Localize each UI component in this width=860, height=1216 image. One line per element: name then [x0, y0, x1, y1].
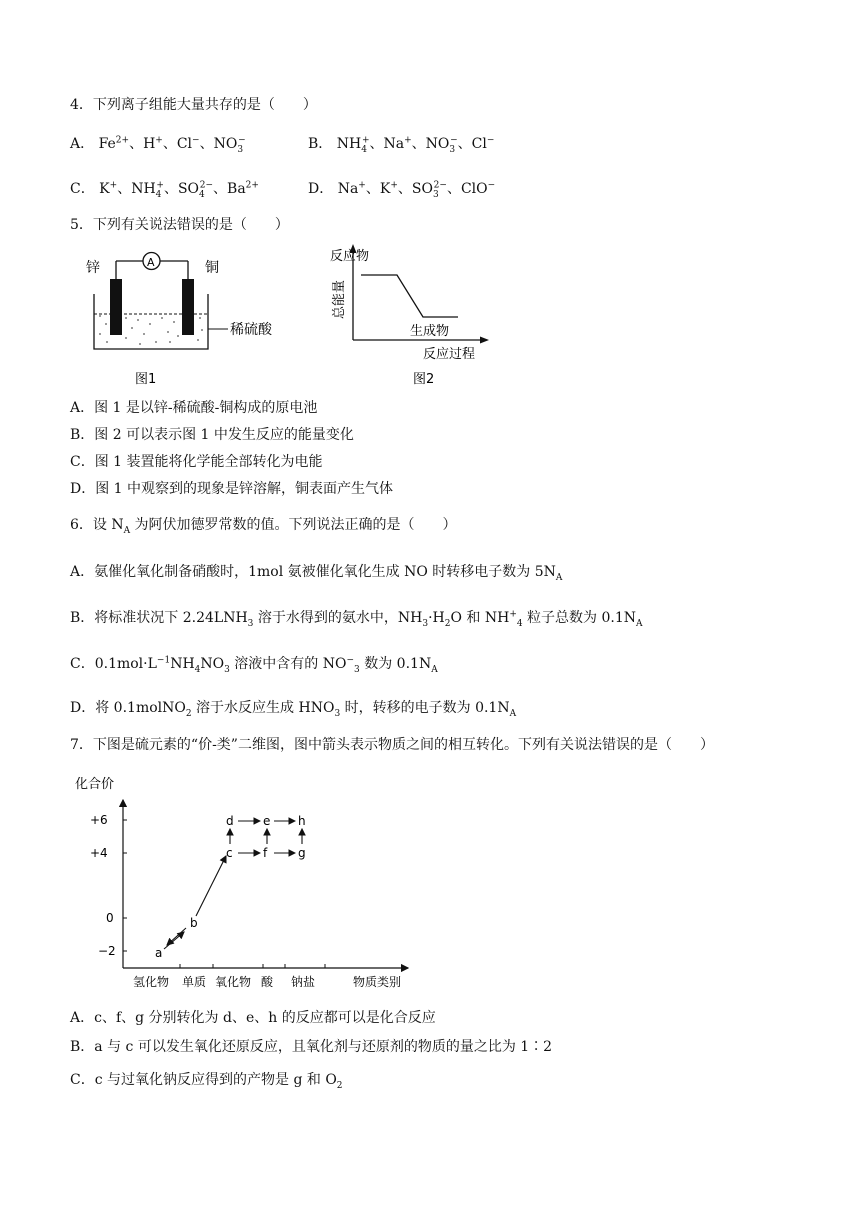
- ion: $Ba^{2+}$: [227, 180, 259, 197]
- x-cat-hydride: 氢化物: [133, 975, 170, 989]
- product-label: 生成物: [410, 324, 450, 339]
- q5-option-c: C．图 1 装置能将化学能全部转化为电能: [70, 454, 323, 470]
- q4-option-b: B． $NH_4^+$、Na+、$NO_3^-$、Cl−: [308, 135, 495, 155]
- q6-option-a: A．氨催化氧化制备硝酸时，1mol 氨被催化氧化生成 NO 时转移电子数为 $5N_A$: [70, 564, 563, 583]
- q5-option-d: D．图 1 中观察到的现象是锌溶解，铜表面产生气体: [70, 481, 394, 497]
- q4-option-c: C． K+、$NH_4^+$、$SO_4^{2-}$、$Ba^{2+}$: [70, 180, 259, 200]
- point-b: b: [190, 916, 198, 930]
- q6-option-c: C．$0.1mol\cdot L^{-1}NH_4NO_3$ 溶液中含有的 $NO^-_3$ 数为 $0.1N_A$: [70, 655, 438, 675]
- x-cat-substance-class: 物质类别: [353, 975, 402, 989]
- point-f: f: [263, 846, 268, 860]
- point-d: d: [226, 814, 234, 828]
- point-e: e: [263, 814, 271, 828]
- x-cat-sodium-salt: 钠盐: [291, 975, 316, 989]
- q6-option-d: D．将 0.1molNO$_2$ 溶于水反应生成 $HNO_3$ 时，转移的电子数为 $0.1N_A$: [70, 700, 517, 719]
- y-tick-minus2: −2: [98, 944, 116, 958]
- q5-option-b: B．图 2 可以表示图 1 中发生反应的能量变化: [70, 427, 354, 443]
- total-energy-label: 总能量: [332, 279, 347, 319]
- ion: Na+: [337, 180, 366, 197]
- ion: $NO_3^-$: [213, 135, 246, 155]
- figure-1-caption: 图1: [135, 372, 157, 387]
- q5-option-a: A．图 1 是以锌-稀硫酸-铜构成的原电池: [70, 400, 318, 416]
- q5-stem: 5．下列有关说法错误的是（ ）: [70, 217, 289, 233]
- ion: $NO_3^-$: [425, 135, 458, 155]
- zinc-electrode: [110, 279, 122, 335]
- copper-electrode: [182, 279, 194, 335]
- ion: Cl−: [176, 135, 200, 152]
- sulfur-valence-class-diagram: [70, 770, 420, 995]
- ion: ClO−: [460, 180, 496, 197]
- ion: $NH_4^+$: [131, 180, 164, 200]
- q7-option-c: C．c 与过氧化钠反应得到的产物是 g 和 $O_2$: [70, 1072, 343, 1091]
- ion: H+: [143, 135, 163, 152]
- y-tick-0: 0: [106, 911, 114, 925]
- ion: $SO_3^{2-}$: [411, 180, 447, 200]
- copper-label: 铜: [205, 260, 219, 276]
- ion: Cl−: [471, 135, 495, 152]
- ion: K+: [99, 180, 118, 197]
- ion: $SO_4^{2-}$: [177, 180, 214, 200]
- q6-stem: 6．设 $N_A$ 为阿伏加德罗常数的值。下列说法正确的是（ ）: [70, 517, 457, 536]
- sulfuric-acid-label: 稀硫酸: [230, 322, 272, 338]
- point-h: h: [298, 814, 306, 828]
- point-g: g: [298, 846, 306, 860]
- ion: K+: [379, 180, 398, 197]
- reaction-process-label: 反应过程: [423, 347, 476, 362]
- ammeter-label: A: [147, 256, 155, 269]
- x-cat-acid: 酸: [261, 975, 274, 989]
- point-c: c: [226, 846, 233, 860]
- point-a: a: [155, 946, 163, 960]
- energy-curve: [361, 275, 458, 317]
- valence-axis-label: 化合价: [75, 777, 115, 792]
- ion: $Fe^{2+}$: [98, 135, 130, 152]
- y-tick-plus6: +6: [90, 813, 108, 827]
- zinc-label: 锌: [86, 260, 100, 276]
- figure-2-caption: 图2: [413, 372, 435, 387]
- q4-option-a: A． $Fe^{2+}$、H+、Cl−、$NO_3^-$: [70, 135, 246, 155]
- q7-option-a: A．c、f、g 分别转化为 d、e、h 的反应都可以是化合反应: [70, 1010, 436, 1026]
- figure-1-galvanic-cell: [80, 244, 290, 390]
- q4-option-d: D． Na+、K+、$SO_3^{2-}$、ClO−: [308, 180, 496, 200]
- q4-stem: 4．下列离子组能大量共存的是（ ）: [70, 97, 317, 113]
- reactant-label: 反应物: [330, 249, 370, 264]
- q7-stem: 7．下图是硫元素的“价-类”二维图，图中箭头表示物质之间的相互转化。下列有关说法错误的是（ ）: [70, 737, 714, 753]
- x-cat-oxide: 氧化物: [215, 975, 252, 989]
- ion: Na+: [383, 135, 412, 152]
- y-tick-plus4: +4: [90, 846, 108, 860]
- ion: $NH_4^+$: [336, 135, 370, 155]
- x-cat-element: 单质: [182, 975, 207, 989]
- q7-option-b: B．a 与 c 可以发生氧化还原反应，且氧化剂与还原剂的物质的量之比为 1∶2: [70, 1039, 553, 1055]
- figure-2-energy-diagram: [325, 240, 495, 390]
- q6-option-b: B．将标准状况下 $2.24LNH_3$ 溶于水得到的氨水中，$NH_3\cdot H_2O$ 和 $NH^+_4$ 粒子总数为 $0.1N_A$: [70, 609, 643, 629]
